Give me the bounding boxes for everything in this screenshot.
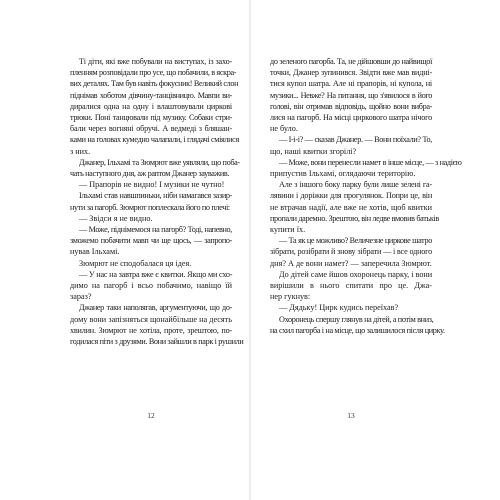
text-line: нував Ільхамі. [70, 247, 120, 257]
text-line: припустив Ільхамі, оглядаючи територію. [270, 169, 416, 179]
text-line: хвилин. Зюмрют не хотіла, проте, зрештою, по- [70, 325, 232, 335]
text-line: Зюмрют не сподобалася ця ідея. [79, 258, 192, 268]
left-page-number: 12 [147, 411, 155, 420]
text-line: — Звідси я не видно. [79, 213, 153, 223]
text-line: нер гукнув: [270, 292, 311, 302]
text-line: Але з іншого боку парку були лише зелені га- [279, 180, 432, 190]
text-line: — І-і-і? — сказав Джанер. — Вони поїхали? То, [279, 135, 432, 145]
text-line: — Може, піднімемося на пагорб? Тоді, напевно, [79, 225, 232, 235]
right-page-text [270, 56, 462, 336]
right-page [250, 0, 500, 500]
text-line: трюки. Поні танцювали під музику. Собаки стри- [70, 113, 232, 123]
text-line: зможемо побачити мавп чи ще щось, — запропо- [70, 236, 232, 246]
text-line: на схил пагорба і на місце, що залишилося після цирку. [270, 325, 445, 335]
left-page-text [70, 56, 244, 347]
text-line: димо на пагорб і всьо побачимо, навіщо їй [70, 281, 232, 291]
text-line: тися купол шатра. Але ні прапорів, ні купола, ні [270, 79, 432, 89]
text-line: музики... Невже? На питання, що з'явилося в його [270, 90, 432, 100]
text-line: зараз? [70, 292, 92, 302]
text-line: чать наступного дня, аж раптом Джанер зауважив. [70, 169, 230, 179]
text-line: зібрати, розібрати й знову зібрати — і все одного [270, 247, 432, 257]
text-line: не було. [270, 124, 298, 134]
text-line: Ті діти, які вже побували на виступах, із захо- [79, 57, 232, 66]
text-line: вих деталях. Там був навіть фокусник! Великий слон [70, 79, 239, 89]
text-line: — Дядьку! Цирк кудись переїхав? [279, 303, 399, 313]
right-page-number: 13 [347, 411, 355, 420]
text-line: Охоронець спершу глянув на дітей, а потім вниз, [279, 314, 434, 324]
text-line: — Може, вони перенесли намет в інше місце, — з надією [279, 157, 462, 167]
text-line: дня? А де вони намет? — заперечила Зюмрют. [270, 258, 432, 268]
text-line: голові, він отримав відповідь, щойно вони вибра- [270, 101, 432, 111]
text-line: піднімав хоботом дівчину-танцівницю. Мавпи ви- [70, 90, 232, 100]
text-line: годилася піти з друзями. Вони зайшли в парк і рушили [70, 337, 244, 347]
text-line: купити їх. [270, 225, 306, 235]
text-line: пленням розповідали про усе, що побачили, в яскра- [70, 68, 237, 78]
text-line: — У нас на завтра вже є квитки. Якщо ми схо- [79, 269, 233, 279]
text-line: Ільхамі став навшпиньки, ніби намагався зазир- [79, 191, 232, 201]
text-line: точки, Джанер зупинився. Звідти вже мав видні- [270, 68, 432, 78]
text-line: — Прапорів не видно! І музики не чутно! [79, 180, 225, 190]
text-line: бали через вогняні обручі. А ведмеді з бляшан- [70, 124, 232, 134]
text-line: вирішили в нього спитати про це. Джа- [270, 281, 432, 291]
text-line: не втрачав надії, але вже не хотів, щоб квитки [270, 202, 432, 212]
text-line: з них. [70, 146, 91, 156]
text-line: До дітей саме йшов охоронець парку, і вони [279, 269, 433, 279]
text-line: нути за пагорб. Зюмрют поплескала його по плечі: [70, 202, 230, 212]
text-line: Джанер, Ільхамі та Зюмрют вже уявляли, що поба- [79, 157, 240, 167]
text-line: диралися одна на одну і влаштовували циркові [70, 101, 232, 111]
text-line: пропали даремно. Зрештою, він ледве вмовив батьків [270, 213, 439, 223]
text-line: лявини і доріжки для прогулянок. Попри це, він [270, 191, 432, 201]
text-line: ками на головах кумедно чалапали, і глядачі сміялися [70, 135, 239, 145]
text-line: — Та як це можливо? Величезне циркове шатро [279, 236, 432, 246]
text-line: лися на пагорб. На місці циркового шатра нічого [270, 113, 432, 123]
text-line: що, наші квитки згорілі? [270, 146, 357, 156]
text-line: дому вони запізняться щонайбільше на десять [70, 314, 232, 324]
text-line: до зеленого пагорба. Та, не дійшовши до найвищої [270, 57, 432, 66]
text-line: Джанер таки наполягав, аргументуючи, що до- [79, 303, 232, 313]
